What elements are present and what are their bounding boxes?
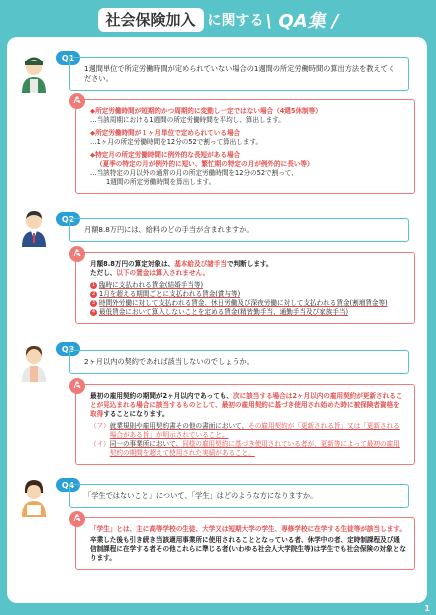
answer-badge: A <box>69 378 85 394</box>
list-item <box>90 290 406 299</box>
answer-text: …当該周期における1週間の所定労働時間を平均し、算出します。 <box>90 116 285 124</box>
answer-heading: ◆所定労働時間が１ヶ月単位で定められている場合 <box>90 129 241 137</box>
question-text: 1週間単位で所定労働時間が定められていない場合の1週間の所定労働時間の算出方法を教えてください。 <box>69 57 409 91</box>
answer-box <box>75 252 415 324</box>
answer-text: 就業規則や雇用契約書その他の書面において、 <box>109 422 249 430</box>
page-title <box>98 7 339 33</box>
question-text: 月額8.8万円には、給料のどの手当が含まれますか。 <box>69 218 409 242</box>
question-badge: Q4 <box>56 478 80 492</box>
item-text: 臨時に支払われる賃金(結婚手当等) <box>99 281 204 289</box>
answer-text: で判断します。 <box>226 260 273 268</box>
office-worker-avatar-icon <box>17 207 51 247</box>
item-text: 最低賃金において算入しないことを定める賃金(精皆勤手当、通勤手当及び家族手当) <box>99 308 349 316</box>
question-text: 2ヶ月以内の契約であれば該当しないのでしょうか。 <box>69 350 409 374</box>
answer-badge: A <box>69 511 85 527</box>
condition-label: （ア） <box>90 422 110 430</box>
header <box>0 0 436 40</box>
answer-paragraph <box>90 392 406 419</box>
item-number: 4 <box>91 308 96 315</box>
answer-text: ただし、 <box>90 269 117 277</box>
staff-avatar-icon <box>17 342 51 382</box>
student-avatar-icon <box>17 477 51 517</box>
answer-box <box>75 384 415 465</box>
answer-box <box>75 517 415 570</box>
answer-highlight: 次に該当する場合は2ヶ月以内の雇用契約が更新されることが見込まれる場合に該当するものとして、最初の雇用契約に基づき使用され始めた時に被保険者資格を取得 <box>90 392 403 418</box>
item-number: 1 <box>91 281 96 288</box>
answer-text: 月額8.8万円の算定対象は、 <box>90 260 175 268</box>
condition-item <box>90 440 406 458</box>
page-number: 1 <box>424 604 430 613</box>
question-badge: Q3 <box>56 342 80 356</box>
answer-badge: A <box>69 246 85 262</box>
answer-text: することになります。 <box>103 410 169 418</box>
answer-heading: ◆所定労働時間が短期的かつ周期的に変動し一定ではない場合（4週5休制等） <box>90 107 322 115</box>
question-badge: Q2 <box>56 212 80 226</box>
answer-text: 1週間の所定労働時間を算出します。 <box>106 178 216 186</box>
qa-sheet <box>7 37 427 603</box>
answer-heading: ◆特定月の所定労働時間に例外的な長短がある場合 <box>90 151 241 159</box>
title-boxed: 社会保険加入 <box>98 8 204 32</box>
answer-highlight: 以下の賃金は算入されません。 <box>116 269 210 277</box>
question-text: 「学生ではないこと」について、「学生」はどのような方になりますか。 <box>69 484 409 508</box>
answer-paragraph: 卒業した後も引き続き当該適用事業所に使用されることとなっている者、休学中の者、定時制課程及び通信制課程に在学する者その他これらに準じる者(いわゆる社会人大学院生等)は学生でも社会保険の対象となります。 <box>90 536 406 562</box>
condition-item <box>90 422 406 440</box>
answer-line <box>90 269 406 278</box>
answer-text: …当該特定の月以外の通常の月の所定労働時間を12分の52で割って、 <box>90 169 298 177</box>
worker-avatar-icon <box>17 53 51 93</box>
item-text: 時間外労働に対して支払われる賃金、休日労働及び深夜労働に対して支払われる賃金(割増賃金等) <box>99 299 388 307</box>
item-text: 1月を超える期間ごとに支払われる賃金(賞与等) <box>99 290 241 298</box>
answer-text: 同一の事業所において、 <box>109 440 183 448</box>
answer-line <box>90 260 406 269</box>
item-number: 2 <box>91 290 96 297</box>
answer-highlight: その雇用契約が「更新される旨」又は「更新される場合がある旨」が明示されていること。 <box>109 422 400 439</box>
answer-text: …1ヶ月の所定労働時間を12分の52で割って算出します。 <box>90 138 263 146</box>
question-badge: Q1 <box>56 51 80 65</box>
answer-highlight: 基本給及び諸手当 <box>174 260 227 268</box>
answer-heading: （夏季の特定の月が例外的に短い、繁忙期の特定の月が例外的に長い等） <box>96 160 314 168</box>
item-number: 3 <box>91 299 96 306</box>
list-item <box>90 308 406 317</box>
condition-label: （イ） <box>90 440 110 448</box>
answer-text: 最初の雇用契約の期間が2ヶ月以内であっても、 <box>90 392 233 400</box>
answer-paragraph: 「学生」とは、主に高等学校の生徒、大学又は短期大学の学生、専修学校に在学する生徒等が該当します。 <box>90 525 406 533</box>
answer-highlight: 同様の雇用契約に基づき使用されている者が、更新等によって最初の雇用契約の期間を超えて使用された実績があること。 <box>109 440 400 457</box>
list-item <box>90 281 406 290</box>
title-rest: に関する <box>207 13 264 29</box>
answer-badge: A <box>69 93 85 109</box>
list-item <box>90 299 406 308</box>
answer-box <box>75 99 415 194</box>
title-qa: \ QA集 / <box>265 11 339 32</box>
